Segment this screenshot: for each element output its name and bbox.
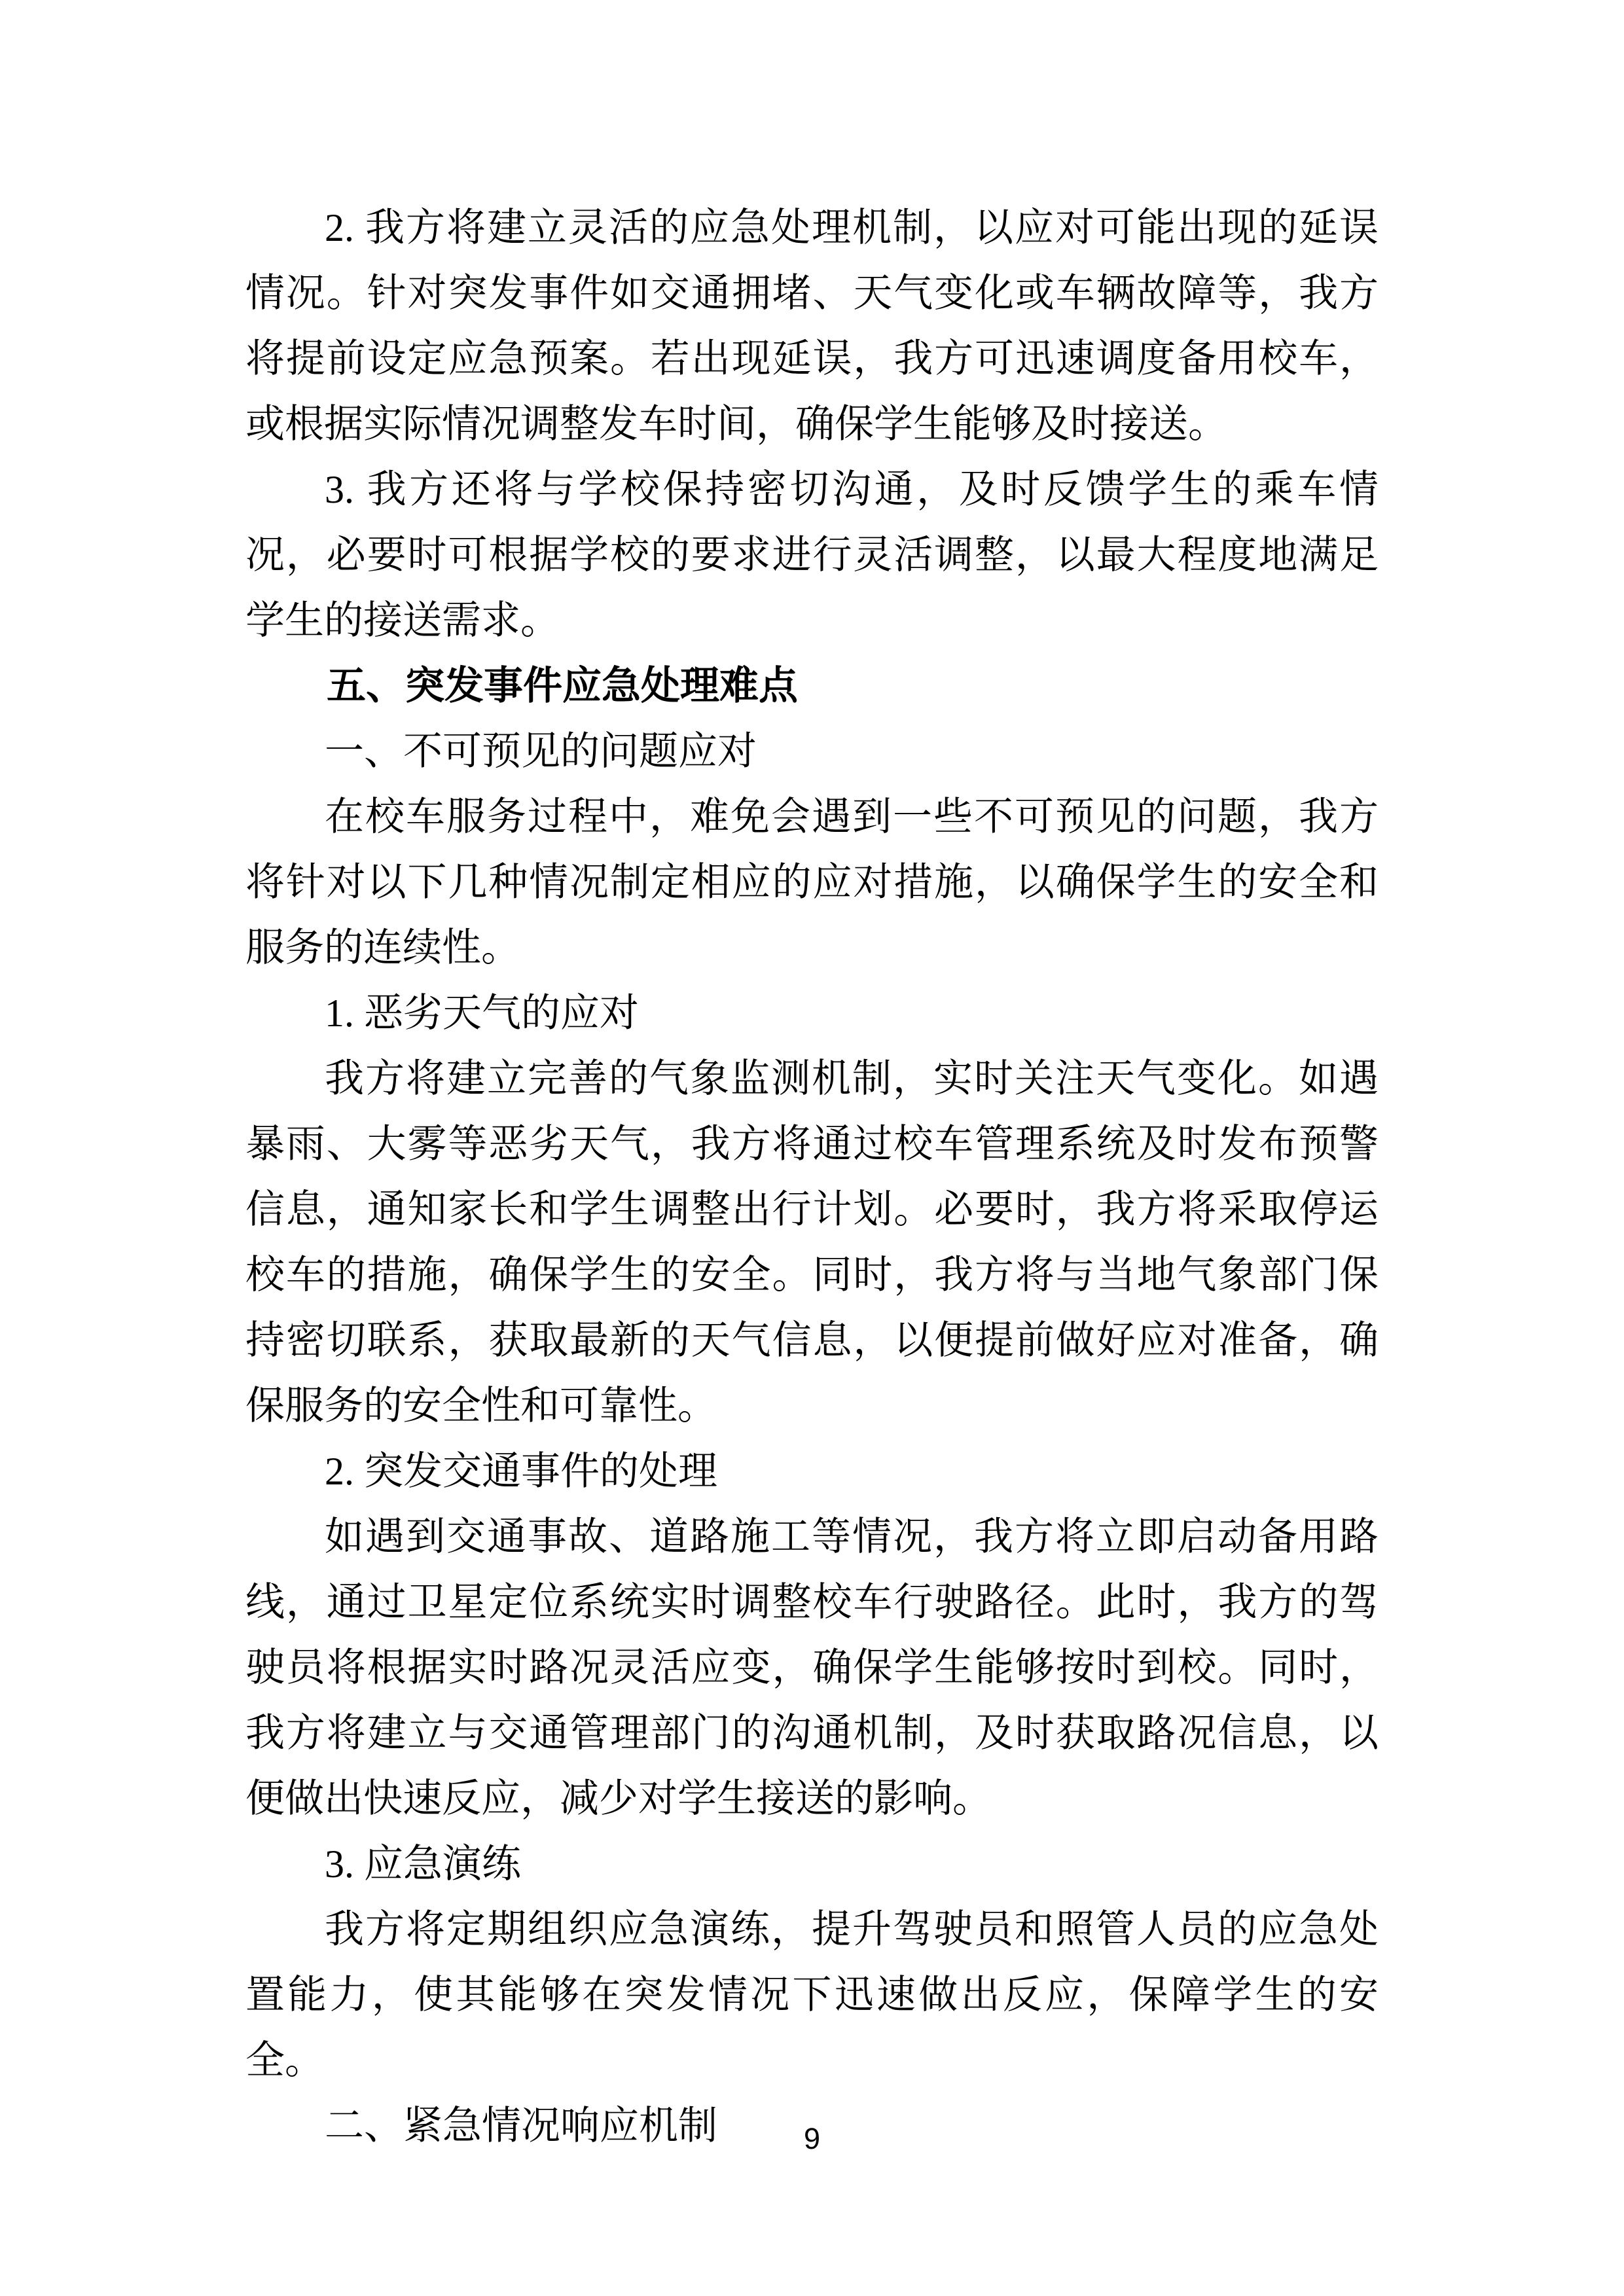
page-number: 9 xyxy=(803,2122,821,2155)
sub-heading-traffic-incident: 2. 突发交通事件的处理 xyxy=(325,1450,717,1493)
sub-heading-emergency-drill: 3. 应急演练 xyxy=(325,1842,521,1886)
paragraph-item-2: 2. 我方将建立灵活的应急处理机制，以应对可能出现的延误情况。针对突发事件如交通拥堵、天气变化或车辆故障等，我方将提前设定应急预案。若出现延误，我方可迅速调度备用校车，或根据实际情况调整发车时间，确保学生能够及时接送。 xyxy=(245,206,1379,446)
sub-heading-bad-weather: 1. 恶劣天气的应对 xyxy=(325,992,639,1035)
paragraph-traffic-incident: 如遇到交通事故、道路施工等情况，我方将立即启动备用路线，通过卫星定位系统实时调整校车行驶路径。此时，我方的驾驶员将根据实时路况灵活应变，确保学生能够按时到校。同时，我方将建立与交通管理部门的沟通机制，及时获取路况信息，以便做出快速反应，减少对学生接送的影响。 xyxy=(245,1515,1379,1820)
sub-heading-emergency-response: 二、紧急情况响应机制 xyxy=(325,2104,717,2147)
document-body xyxy=(245,195,1379,2159)
paragraph-item-3: 3. 我方还将与学校保持密切沟通，及时反馈学生的乘车情况，必要时可根据学校的要求进行灵活调整，以最大程度地满足学生的接送需求。 xyxy=(245,468,1379,642)
section-heading-five: 五、突发事件应急处理难点 xyxy=(327,664,798,708)
paragraph-unforeseen-intro: 在校车服务过程中，难免会遇到一些不可预见的问题，我方将针对以下几种情况制定相应的应对措施，以确保学生的安全和服务的连续性。 xyxy=(245,795,1379,969)
sub-heading-one: 一、不可预见的问题应对 xyxy=(325,730,757,773)
paragraph-emergency-drill: 我方将定期组织应急演练，提升驾驶员和照管人员的应急处置能力，使其能够在突发情况下迅速做出反应，保障学生的安全。 xyxy=(245,1908,1379,2082)
paragraph-bad-weather: 我方将建立完善的气象监测机制，实时关注天气变化。如遇暴雨、大雾等恶劣天气，我方将通过校车管理系统及时发布预警信息，通知家长和学生调整出行计划。必要时，我方将采取停运校车的措施，确保学生的安全。同时，我方将与当地气象部门保持密切联系，获取最新的天气信息，以便提前做好应对准备，确保服务的安全性和可靠性。 xyxy=(245,1057,1379,1427)
